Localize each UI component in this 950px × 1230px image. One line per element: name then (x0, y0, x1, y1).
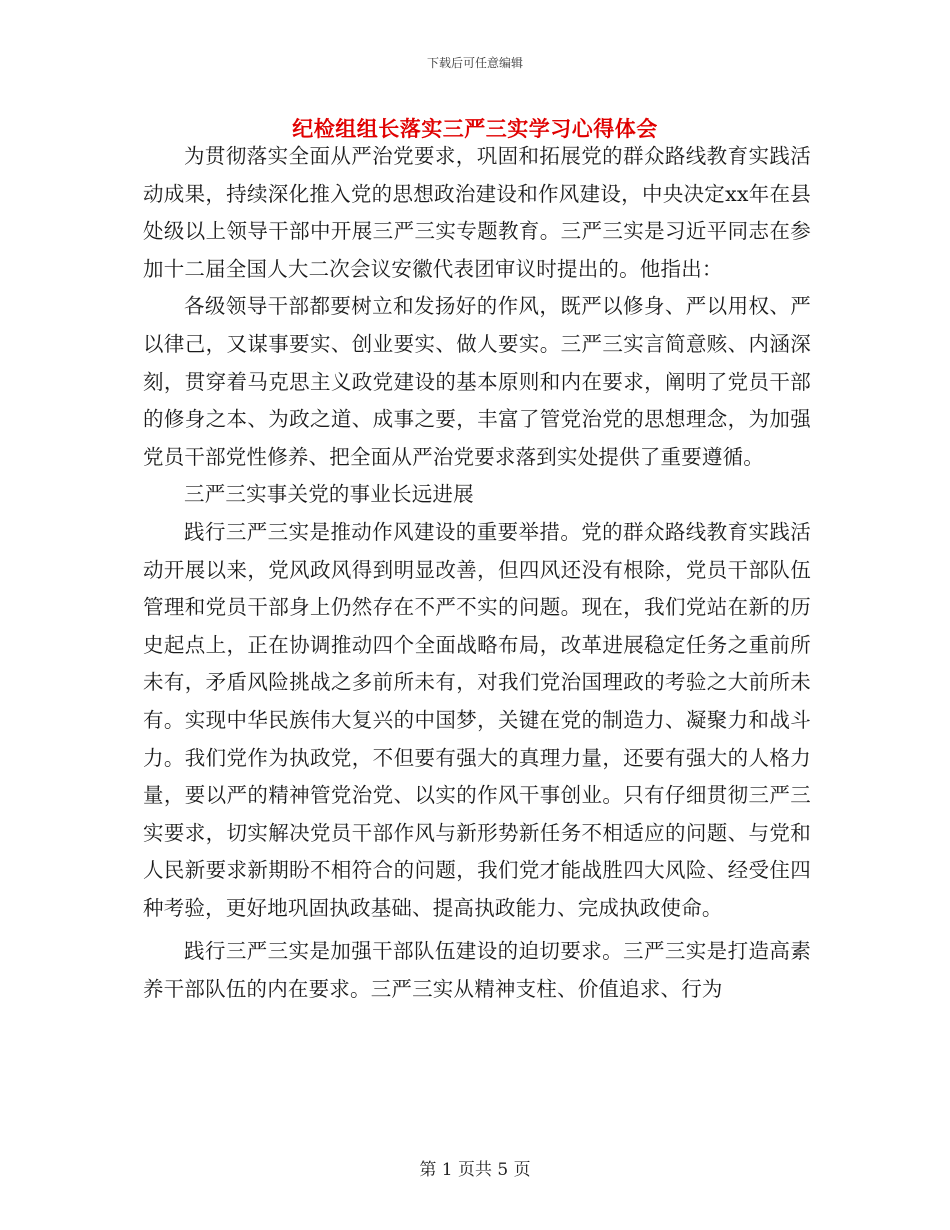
paragraph-quote: 各级领导干部都要树立和发扬好的作风，既严以修身、严以用权、严以律己，又谋事要实、创业要实、做人要实。三严三实言简意赅、内涵深刻，贯穿着马克思主义政党建设的基本原则和内在要求，阐明了党员干部的修身之本、为政之道、成事之要，丰富了管党治党的思想理念，为加强党员干部党性修养、把全面从严治党要求落到实处提供了重要遵循。 (143, 294, 811, 469)
paragraph-style-building: 践行三严三实是推动作风建设的重要举措。党的群众路线教育实践活动开展以来，党风政风得到明显改善，但四风还没有根除，党员干部队伍管理和党员干部身上仍然存在不严不实的问题。现在，我们党站在新的历史起点上，正在协调推动四个全面战略布局，改革进展稳定任务之重前所未有，矛盾风险挑战之多前所未有，对我们党治国理政的考验之大前所未有。实现中华民族伟大复兴的中国梦，关键在党的制造力、凝聚力和战斗力。我们党作为执政党，不但要有强大的真理力量，还要有强大的人格力量，要以严的精神管党治党、以实的作风干事创业。只有仔细贯彻三严三实要求，切实解决党员干部作风与新形势新任务不相适应的问题、与党和人民新要求新期盼不相符合的问题，我们党才能战胜四大风险、经受住四种考验，更好地巩固执政基础、提高执政能力、完成执政使命。 (143, 519, 811, 920)
document-title: 纪检组组长落实三严三实学习心得体会 (292, 116, 658, 141)
paragraph-subheading: 三严三实事关党的事业长远进展 (184, 482, 474, 507)
paragraph-intro: 为贯彻落实全面从严治党要求，巩固和拓展党的群众路线教育实践活动成果，持续深化推入党的思想政治建设和作风建设，中央决定xx年在县处级以上领导干部中开展三严三实专题教育。三严三实是习近平同志在参加十二届全国人大二次会议安徽代表团审议时提出的。他指出： (143, 144, 811, 281)
page-number: 第 1 页共 5 页 (419, 1160, 531, 1180)
document-body (143, 138, 811, 1009)
paragraph-cadre-building: 践行三严三实是加强干部队伍建设的迫切要求。三严三实是打造高素养干部队伍的内在要求。三严三实从精神支柱、价值追求、行为 (143, 939, 811, 1002)
page-header-note: 下载后可任意编辑 (426, 56, 523, 70)
